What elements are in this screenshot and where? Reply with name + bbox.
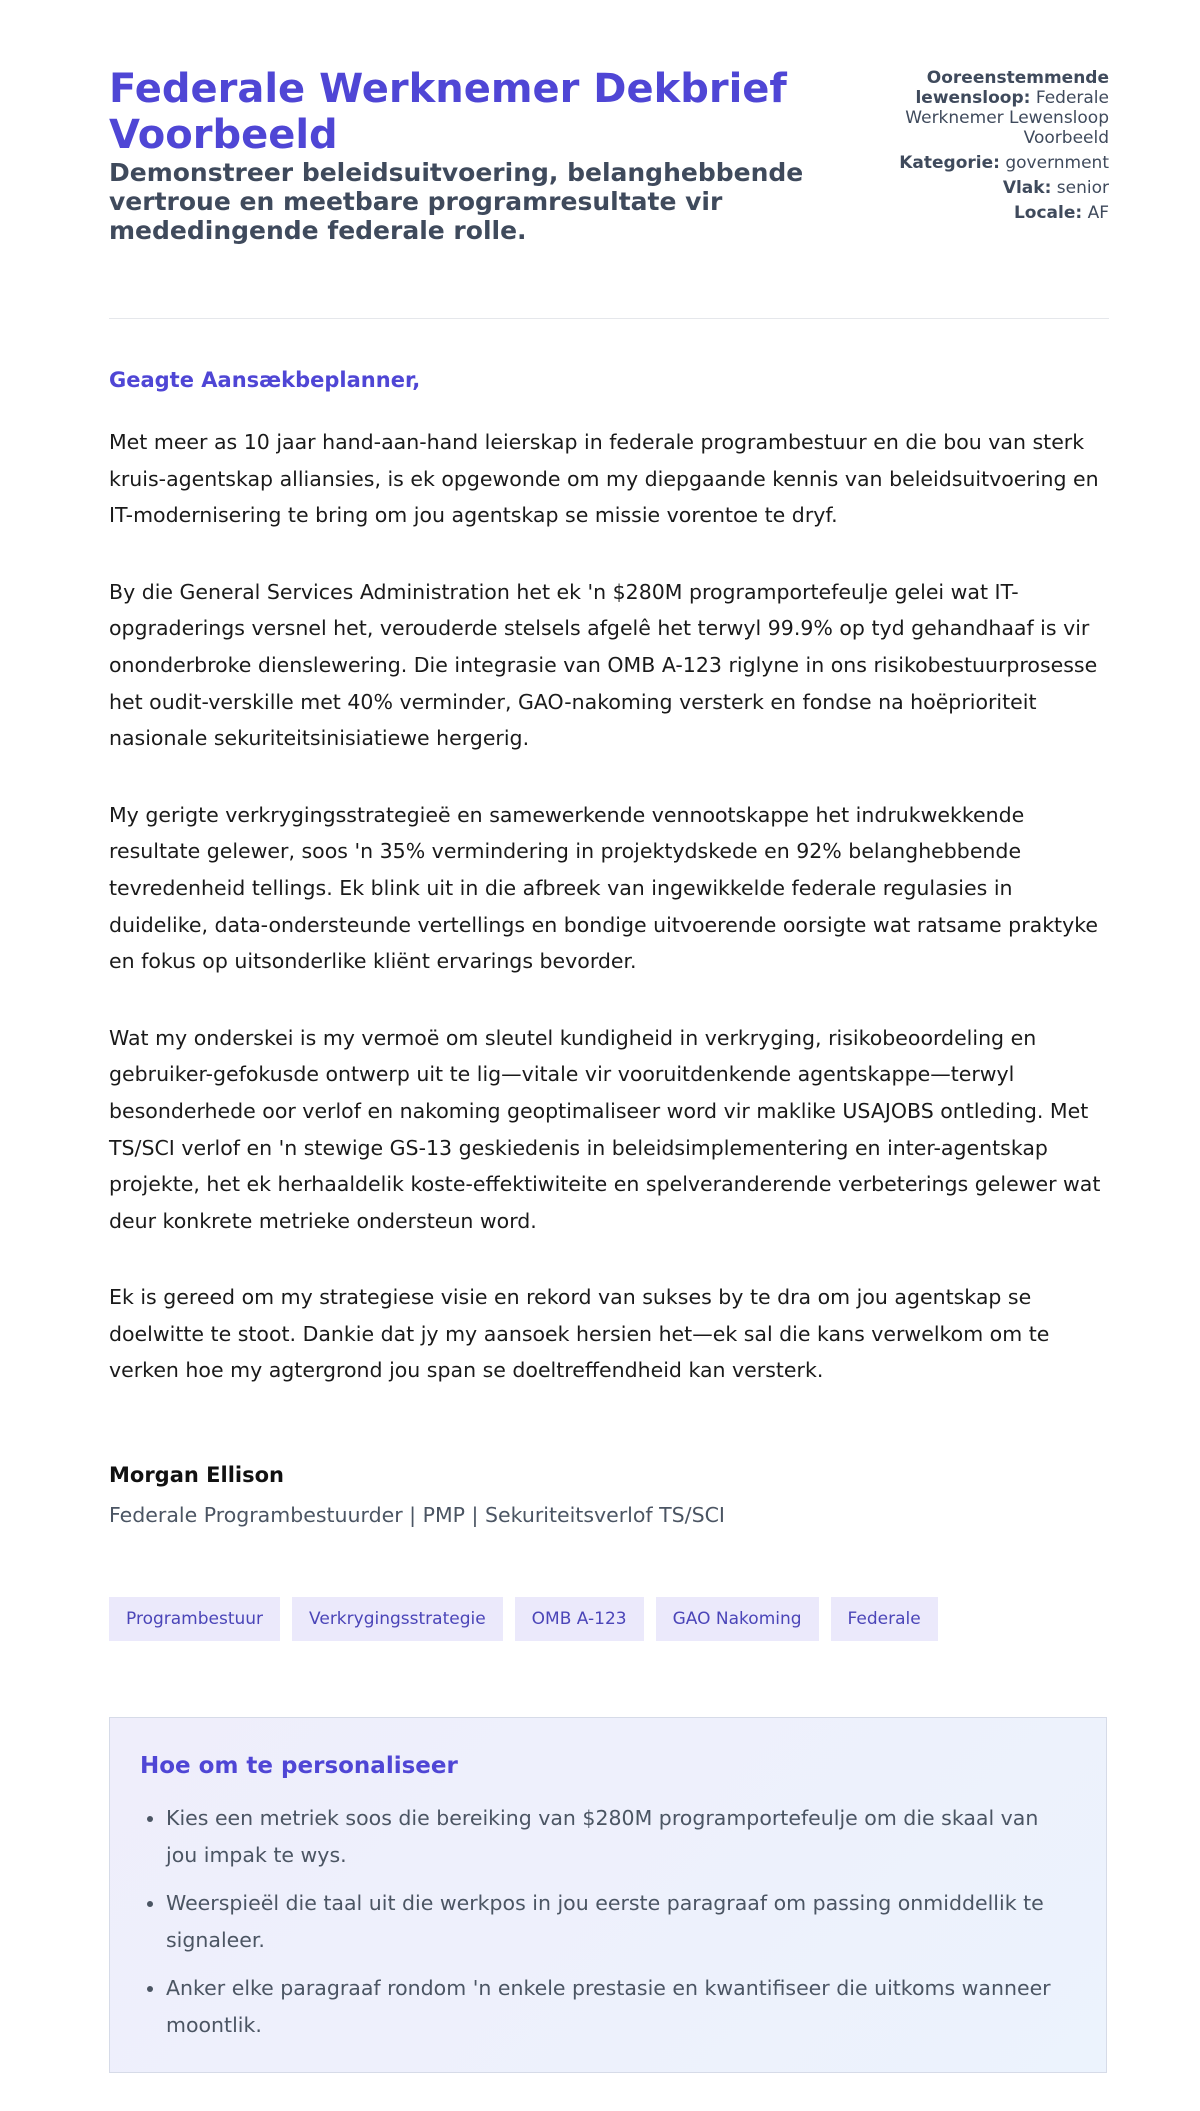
page-subtitle: Demonstreer beleidsuitvoering, belanghebbende vertroue en meetbare programresultate vir mededingende federale rolle. [109,158,804,245]
tag-omb-a-123: OMB A-123 [515,1597,644,1641]
signature-name: Morgan Ellison [109,1463,284,1487]
meta-panel [879,68,1109,228]
tips-item: • Anker elke paragraaf rondom 'n enkele prestasie en kwantifiseer die uitkoms wanneer moontlik. [166,1970,1066,2044]
letter-paragraph: Ek is gereed om my strategiese visie en rekord van sukses by te dra om jou agentskap se doelwitte te stoot. Dankie dat jy my aansoek hersien het—ek sal die kans verwelkom om te verken hoe my agtergrond jou span se doeltreffendheid kan versterk. [109,1285,1050,1383]
meta-locale-label: Locale: [1013,203,1083,223]
meta-level [879,178,1109,198]
meta-category-value: government [1005,153,1109,173]
letter-body [109,424,1109,1429]
tag-list [109,1597,938,1641]
tag-verkrygingsstrategie: Verkrygingsstrategie [292,1597,503,1641]
tips-list [140,1800,1066,2055]
meta-locale-value: AF [1087,203,1109,223]
header-divider [109,318,1109,319]
letter-greeting: Geagte Aansækbeplanner, [109,368,421,392]
tips-item: • Weerspieël die taal uit die werkpos in jou eerste paragraaf om passing onmiddellik te signaleer. [166,1885,1066,1959]
meta-matching-resume [879,68,1109,148]
meta-matching-resume-label: Ooreenstemmende lewensloop: [915,68,1109,108]
page-header [109,66,1109,245]
tag-gao-nakoming: GAO Nakoming [656,1597,819,1641]
letter-paragraph: By die General Services Administration het ek 'n $280M programportefeulje gelei wat IT-opgraderings versnel het, verouderde stelsels afgelê het terwyl 99.9% op tyd gehandhaaf is vir ononderbroke dienslewering. Die integrasie van OMB A-123 riglyne in ons risikobestuurprosesse het oudit-verskille met 40% verminder, GAO-nakoming versterk en fondse na hoëprioriteit nasionale sekuriteitsinisiatiewe hergerig. [109,579,1098,751]
letter-paragraph: My gerigte verkrygingsstrategieë en samewerkende vennootskappe het indrukwekkende resultate gelewer, soos 'n 35% vermindering in projektydskede en 92% belanghebbende tevredenheid tellings. Ek blink uit in die afbreek van ingewikkelde federale regulasies in duidelike, data-ondersteunde vertellings en bondige uitvoerende oorsigte wat ratsame praktyke en fokus op uitsonderlike kliënt ervarings bevorder. [109,802,1098,974]
meta-level-label: Vlak: [1002,178,1052,198]
meta-level-value: senior [1056,178,1109,198]
page-title: Federale Werknemer Dekbrief Voorbeeld [109,66,787,158]
meta-locale [879,203,1109,223]
meta-matching-resume-value: Federale Werknemer Lewensloop Voorbeeld [905,88,1109,148]
meta-category [879,153,1109,173]
tips-heading: Hoe om te personaliseer [140,1753,458,1779]
signature-title: Federale Programbestuurder | PMP | Sekuriteitsverlof TS/SCI [109,1503,725,1527]
tag-federale: Federale [831,1597,938,1641]
tag-programbestuur: Programbestuur [109,1597,280,1641]
letter-paragraph: Met meer as 10 jaar hand-aan-hand leierskap in federale programbestuur en die bou van sterk kruis-agentskap alliansies, is ek opgewonde om my diepgaande kennis van beleidsuitvoering en IT-modernisering te bring om jou agentskap se missie vorentoe te dryf. [109,430,1099,528]
meta-category-label: Kategorie: [899,153,1000,173]
tips-item: • Kies een metriek soos die bereiking van $280M programportefeulje om die skaal van jou impak te wys. [166,1800,1066,1874]
letter-paragraph: Wat my onderskei is my vermoë om sleutel kundigheid in verkryging, risikobeoordeling en gebruiker-gefokusde ontwerp uit te lig—vitale vir vooruitdenkende agentskappe—terwyl besonderhede oor verlof en nakoming geoptimaliseer word vir maklike USAJOBS ontleding. Met TS/SCI verlof en 'n stewige GS-13 geskiedenis in beleidsimplementering en inter-agentskap projekte, het ek herhaaldelik koste-effektiwiteite en spelveranderende verbeterings gelewer wat deur konkrete metrieke ondersteun word. [109,1025,1101,1233]
personalization-tips-box [109,1717,1107,2073]
